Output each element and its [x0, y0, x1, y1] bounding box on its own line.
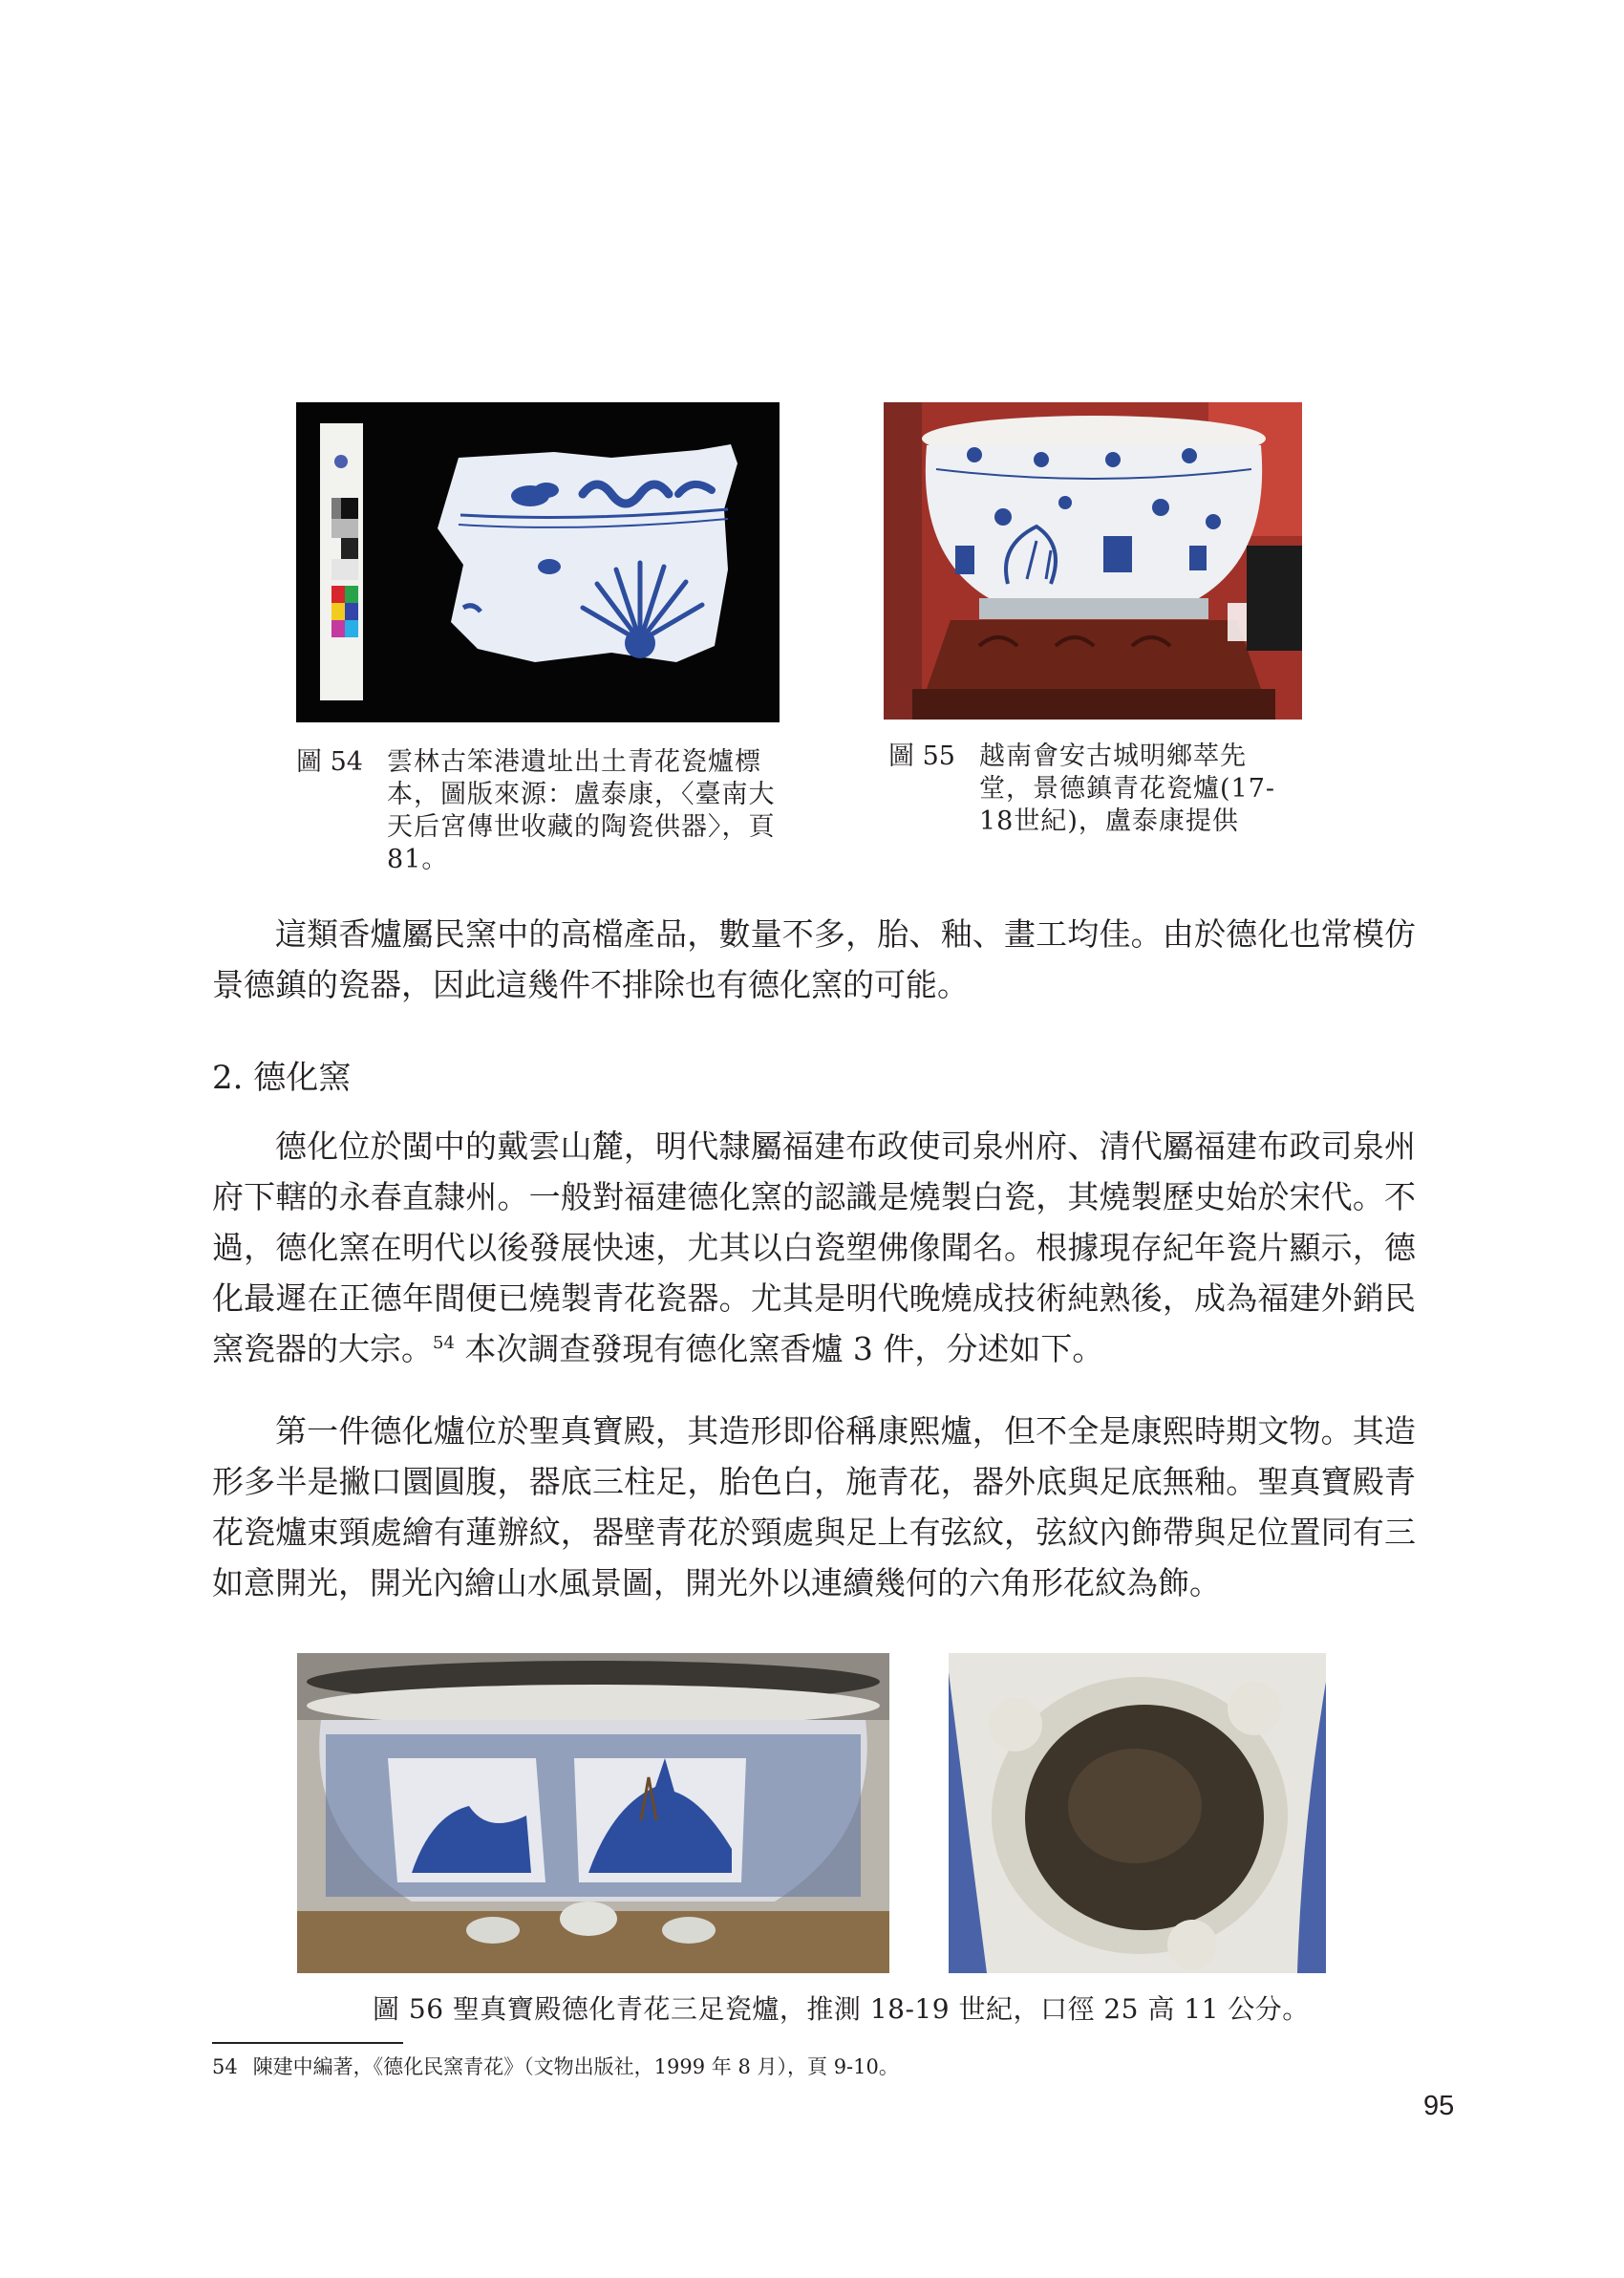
- figure-54-caption: [296, 746, 780, 880]
- figure-55-number: 圖 55: [888, 741, 955, 771]
- footnote-number: 54: [212, 2055, 238, 2078]
- paragraph-1: [212, 909, 1416, 1010]
- footnote-rule: [212, 2042, 403, 2044]
- figure-55-photo: [884, 402, 1302, 720]
- paragraph-2: [212, 1121, 1416, 1374]
- figure-56-photo-left: [297, 1653, 889, 1973]
- paragraph-3: [212, 1406, 1416, 1608]
- figure-54-photo: [296, 402, 780, 722]
- figure-54-number: 圖 54: [296, 747, 363, 777]
- section-heading: 2. 德化窯: [212, 1059, 352, 1097]
- figure-56-caption: 圖 56 聖真寶殿德化青花三足瓷爐，推測 18-19 世紀，口徑 25 高 11 公分。: [373, 1993, 1310, 2025]
- paragraph-1-text: 這類香爐屬民窯中的高檔產品，數量不多，胎、釉、畫工均佳。由於德化也常模仿景德鎮的瓷器，因此這幾件不排除也有德化窯的可能。: [212, 915, 1416, 1003]
- sherd-photo-drawing: [296, 402, 780, 722]
- figure-56-photo-right: [949, 1653, 1326, 1973]
- footnote-54: [212, 2052, 899, 2081]
- censer-photo-drawing: [884, 402, 1302, 720]
- footnote-ref-54[interactable]: 54: [433, 1333, 455, 1353]
- paragraph-3-text: 第一件德化爐位於聖真寶殿，其造形即俗稱康熙爐，但不全是康熙時期文物。其造形多半是撇口圜圓腹，器底三柱足，胎色白，施青花，器外底與足底無釉。聖真寶殿青花瓷爐束頸處繪有蓮辦紋，器壁青花於頸處與足上有弦紋，弦紋內飾帶與足位置同有三如意開光，開光內繪山水風景圖，開光外以連續幾何的六角形花紋為飾。: [212, 1412, 1416, 1601]
- paragraph-2-tail: 本次調查發現有德化窯香爐 3 件，分述如下。: [454, 1330, 1104, 1367]
- figure-54-caption-text: 雲林古笨港遺址出土青花瓷爐標本，圖版來源：盧泰康，〈臺南大天后宮傳世收藏的陶瓷供器〉，頁 81。: [387, 747, 776, 874]
- figure-55-caption-text: 越南會安古城明鄉萃先堂，景德鎮青花瓷爐(17-18世紀)，盧泰康提供: [979, 741, 1276, 836]
- tripod-censer-side-drawing: [297, 1653, 889, 1973]
- page-number: 95: [1423, 2091, 1455, 2121]
- tripod-censer-base-drawing: [949, 1653, 1326, 1973]
- footnote-text: 陳建中編著，《德化民窯青花》（文物出版社，1999 年 8 月），頁 9-10。: [252, 2055, 899, 2078]
- paragraph-2-text: 德化位於閩中的戴雲山麓，明代隸屬福建布政使司泉州府、清代屬福建布政司泉州府下轄的永春直隸州。一般對福建德化窯的認識是燒製白瓷，其燒製歷史始於宋代。不過，德化窯在明代以後發展快速，尤其以白瓷塑佛像聞名。根據現存紀年瓷片顯示，德化最遲在正德年間便已燒製青花瓷器。尤其是明代晚燒成技術純熟後，成為福建外銷民窯瓷器的大宗。: [212, 1128, 1416, 1367]
- paragraph-2-block: [212, 1121, 1416, 1374]
- figure-55-caption: [888, 741, 1290, 846]
